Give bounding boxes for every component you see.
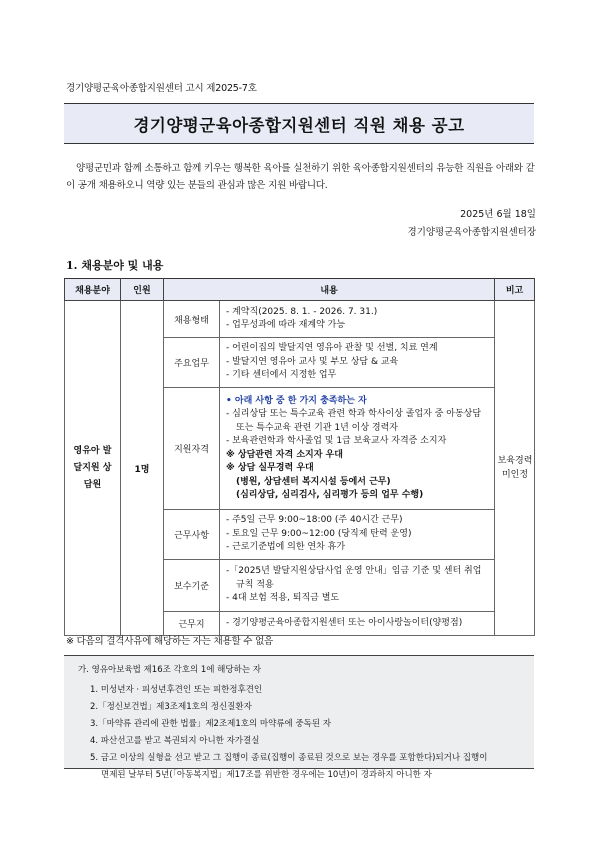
section-heading: 1. 채용분야 및 내용 [66, 259, 164, 272]
list-item: 4. 파산선고를 받고 복권되지 아니한 자가결실 [90, 736, 260, 746]
row-label: 주요업무 [164, 338, 220, 388]
table-header-row [65, 279, 535, 301]
content-line: - 기타 센터에서 지정한 업무 [226, 370, 337, 381]
row-label: 지원자격 [164, 388, 220, 510]
row-label: 채용형태 [164, 301, 220, 338]
field-cell [65, 301, 121, 636]
content-line: - 계약직(2025. 8. 1. - 2026. 7. 31.) [226, 306, 378, 317]
title-banner [64, 103, 534, 144]
list-item: 3.「마약류 관리에 관한 법률」제2조제1호의 마약류에 중독된 자 [90, 719, 331, 729]
list-item: 면제된 날부터 5년(「아동복지법」제17조를 위반한 경우에는 10년)이 경과하지 아니한 자 [101, 770, 432, 780]
page-title: 경기양평군육아종합지원센터 직원 채용 공고 [133, 115, 465, 135]
row-content [220, 301, 495, 338]
recruitment-table [64, 278, 535, 636]
content-line: - 발달지연 영유아 교사 및 부모 상담 & 교육 [226, 356, 399, 367]
content-line: - 보육관련학과 학사졸업 및 1급 보육교사 자격증 소지자 [226, 436, 447, 446]
row-label: 보수기준 [164, 560, 220, 612]
disqualification-note: ※ 다음의 결격사유에 해당하는 자는 채용할 수 없음 [66, 636, 274, 647]
row-content [220, 612, 495, 636]
content-line: ※ 상담관련 자격 소지자 우대 [226, 449, 343, 460]
content-line: - 주5일 근무 9:00~18:00 (주 40시간 근무) [226, 515, 403, 526]
notice-date: 2025년 6월 18일 [460, 209, 536, 220]
content-line: ※ 상담 실무경력 우대 [226, 463, 314, 473]
intro-paragraph: 양평군민과 함께 소통하고 함께 키우는 행복한 육아를 실천하기 위한 육아종합지원센터의 유능한 직원을 아래와 같이 공개 채용하오니 역량 있는 분들의 관심과 많은 지원 바랍니다. [66, 163, 535, 191]
content-line: - 업무성과에 따라 재계약 가능 [226, 320, 346, 330]
field-name: 영유아 발달지원 상담원 [73, 445, 112, 490]
list-item: 5. 금고 이상의 실형을 선고 받고 그 집행이 종료(집행이 종료된 것으로 보는 경우를 포함한다)되거나 집행이 [90, 753, 488, 763]
disqualification-box [64, 655, 534, 780]
content-line: - 4대 보험 적용, 퇴직금 별도 [226, 593, 340, 604]
row-label: 근무사항 [164, 510, 220, 560]
content-line: • 아래 사항 중 한 가지 충족하는 자 [226, 395, 367, 406]
row-content [220, 388, 495, 510]
table-row [65, 301, 535, 338]
content-line: (심리상담, 심리검사, 심리평가 등의 업무 수행) [236, 490, 424, 500]
content-line: - 근로기준법에 의한 연차 휴가 [226, 542, 346, 553]
list-item: 2.「정신보건법」제3조제1호의 정신질환자 [90, 702, 252, 712]
list-item: 1. 미성년자 · 피성년후견인 또는 피한정후견인 [90, 685, 263, 695]
notice-number: 경기양평군육아종합지원센터 고시 제2025-7호 [66, 83, 257, 94]
issuer-name: 경기양평군육아종합지원센터장 [407, 227, 536, 238]
row-label: 근무지 [164, 612, 220, 636]
column-header: 채용분야 [65, 279, 121, 301]
row-content [220, 338, 495, 388]
content-line: - 토요일 근무 9:00~12:00 (당직제 탄력 운영) [226, 528, 412, 539]
content-line: - 경기양평군육아종합지원센터 또는 아이사랑놀이터(양평점) [226, 617, 463, 628]
note-cell [495, 301, 535, 636]
content-line: - 어린이집의 발달지연 영유아 관찰 및 선별, 치료 연계 [226, 343, 438, 354]
column-header: 내용 [164, 279, 495, 301]
column-header: 비고 [495, 279, 535, 301]
count-cell: 1명 [121, 301, 164, 636]
row-content [220, 510, 495, 560]
content-line: (병원, 상담센터 복지시설 등에서 근무) [236, 476, 391, 487]
note-text: 보육경력 미인정 [497, 456, 533, 480]
content-line: - 심리상담 또는 특수교육 관련 학과 학사이상 졸업자 중 아동상담 또는 특수교육 관련 기관 1년 이상 경력자 [226, 409, 482, 433]
column-header: 인원 [121, 279, 164, 301]
disqualification-title: 가. 영유아보육법 제16조 각호의 1에 해당하는 자 [78, 665, 261, 675]
row-content [220, 560, 495, 612]
content-line: -「2025년 발달지원상담사업 운영 안내」임금 기준 및 센터 취업규칙 적용 [226, 566, 482, 590]
